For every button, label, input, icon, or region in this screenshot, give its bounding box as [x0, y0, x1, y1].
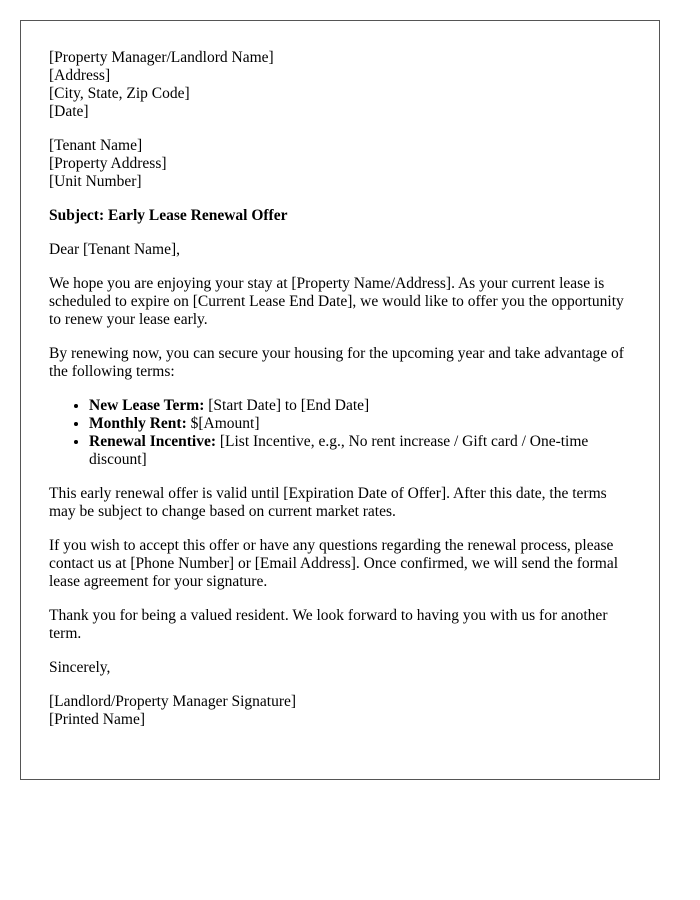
list-item — [89, 397, 631, 415]
term-value: [List Incentive, e.g., No rent increase / Gift card / One-time discount] — [89, 433, 589, 468]
sender-city-state-zip: [City, State, Zip Code] — [49, 85, 190, 102]
recipient-name: [Tenant Name] — [49, 137, 143, 154]
recipient-property-address: [Property Address] — [49, 155, 167, 172]
term-label: Renewal Incentive: — [89, 433, 216, 450]
sender-address: [Address] — [49, 67, 111, 84]
closing: Sincerely, — [49, 659, 111, 676]
term-value: [Start Date] to [End Date] — [204, 397, 370, 414]
recipient-block — [49, 137, 631, 191]
intro-paragraph: We hope you are enjoying your stay at [Property Name/Address]. As your current lease is scheduled to expire on [Current Lease End Date], we would like to offer you the opportunity to renew your lease early. — [49, 275, 624, 328]
contact-paragraph: If you wish to accept this offer or have any questions regarding the renewal process, please contact us at [Phone Number] or [Email Address]. Once confirmed, we will send the formal lease agreement for your signature. — [49, 537, 619, 590]
list-item — [89, 433, 631, 469]
terms-intro-paragraph: By renewing now, you can secure your housing for the upcoming year and take advantage of the following terms: — [49, 345, 624, 380]
letter-document — [20, 20, 660, 780]
sender-name: [Property Manager/Landlord Name] — [49, 49, 274, 66]
term-label: New Lease Term: — [89, 397, 205, 414]
thanks-paragraph: Thank you for being a valued resident. We look forward to having you with us for another term. — [49, 607, 608, 642]
subject-line: Subject: Early Lease Renewal Offer — [49, 207, 288, 224]
signature-line: [Landlord/Property Manager Signature] — [49, 693, 297, 710]
signature-block — [49, 693, 631, 729]
term-label: Monthly Rent: — [89, 415, 187, 432]
recipient-unit-number: [Unit Number] — [49, 173, 142, 190]
salutation: Dear [Tenant Name], — [49, 241, 181, 258]
list-item — [89, 415, 631, 433]
sender-block — [49, 49, 631, 121]
letter-date: [Date] — [49, 103, 89, 120]
printed-name: [Printed Name] — [49, 711, 145, 728]
terms-list — [49, 397, 631, 469]
term-value: $[Amount] — [186, 415, 260, 432]
validity-paragraph: This early renewal offer is valid until [Expiration Date of Offer]. After this date, the terms may be subject to change based on current market rates. — [49, 485, 607, 520]
